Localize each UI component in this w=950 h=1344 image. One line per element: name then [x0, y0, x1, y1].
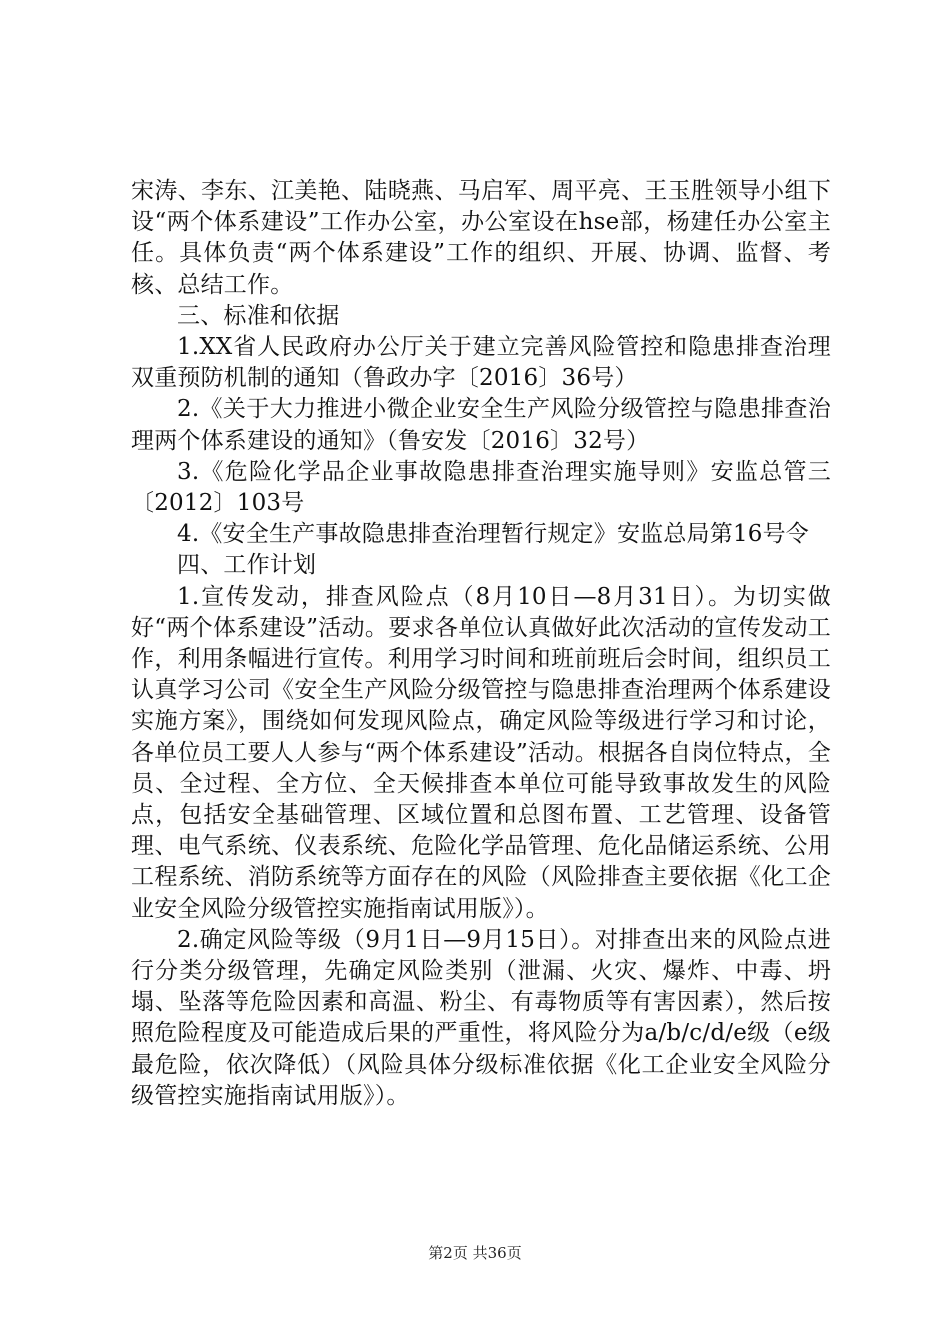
basis-item-4: 4.《安全生产事故隐患排查治理暂行规定》安监总局第16号令: [177, 521, 810, 548]
basis-item-1: 1.XX省人民政府办公厅关于建立完善风险管控和隐患排查治理双重预防机制的通知（鲁政办字〔2016〕36号）: [131, 334, 831, 392]
work-plan-item-1: 1.宣传发动，排查风险点（8月10日—8月31日）。为切实做好“两个体系建设”活动。要求各单位认真做好此次活动的宣传发动工作，利用条幅进行宣传。利用学习时间和班前班后会时间，组织员工认真学习公司《安全生产风险分级管控与隐患排查治理两个体系建设实施方案》，围绕如何发现风险点，确定风险等级进行学习和讨论，各单位员工要人人参与“两个体系建设”活动。根据各自岗位特点，全员、全过程、全方位、全天候排查本单位可能导致事故发生的风险点，包括安全基础管理、区域位置和总图布置、工艺管理、设备管理、电气系统、仪表系统、危险化学品管理、危化品储运系统、公用工程系统、消防系统等方面存在的风险（风险排查主要依据《化工企业安全风险分级管控实施指南试用版》）。: [131, 583, 831, 922]
work-plan-item-2: 2.确定风险等级（9月1日—9月15日）。对排查出来的风险点进行分类分级管理，先确定风险类别（泄漏、火灾、爆炸、中毒、坍塌、坠落等危险因素和高温、粉尘、有毒物质等有害因素），然后按照危险程度及可能造成后果的严重性，将风险分为a/b/c/d/e级（e级最危险，依次降低）（风险具体分级标准依据《化工企业安全风险分级管控实施指南试用版》）。: [131, 926, 831, 1109]
heading-standards-basis: 三、标准和依据: [177, 302, 340, 329]
page-number-footer: 第2页 共36页: [428, 1244, 522, 1262]
basis-item-3: 3.《危险化学品企业事故隐患排查治理实施导则》安监总管三〔2012〕103号: [131, 458, 831, 517]
heading-work-plan: 四、工作计划: [177, 552, 317, 579]
paragraph-leading-group-members: 宋涛、李东、江美艳、陆晓燕、马启军、周平亮、王玉胜领导小组下设“两个体系建设”工作办公室，办公室设在hse部，杨建任办公室主任。具体负责“两个体系建设”工作的组织、开展、协调、监督、考核、总结工作。: [131, 178, 831, 298]
basis-item-2: 2.《关于大力推进小微企业安全生产风险分级管控与隐患排查治理两个体系建设的通知》（鲁安发〔2016〕32号）: [131, 396, 831, 454]
document-body: [131, 176, 831, 1112]
